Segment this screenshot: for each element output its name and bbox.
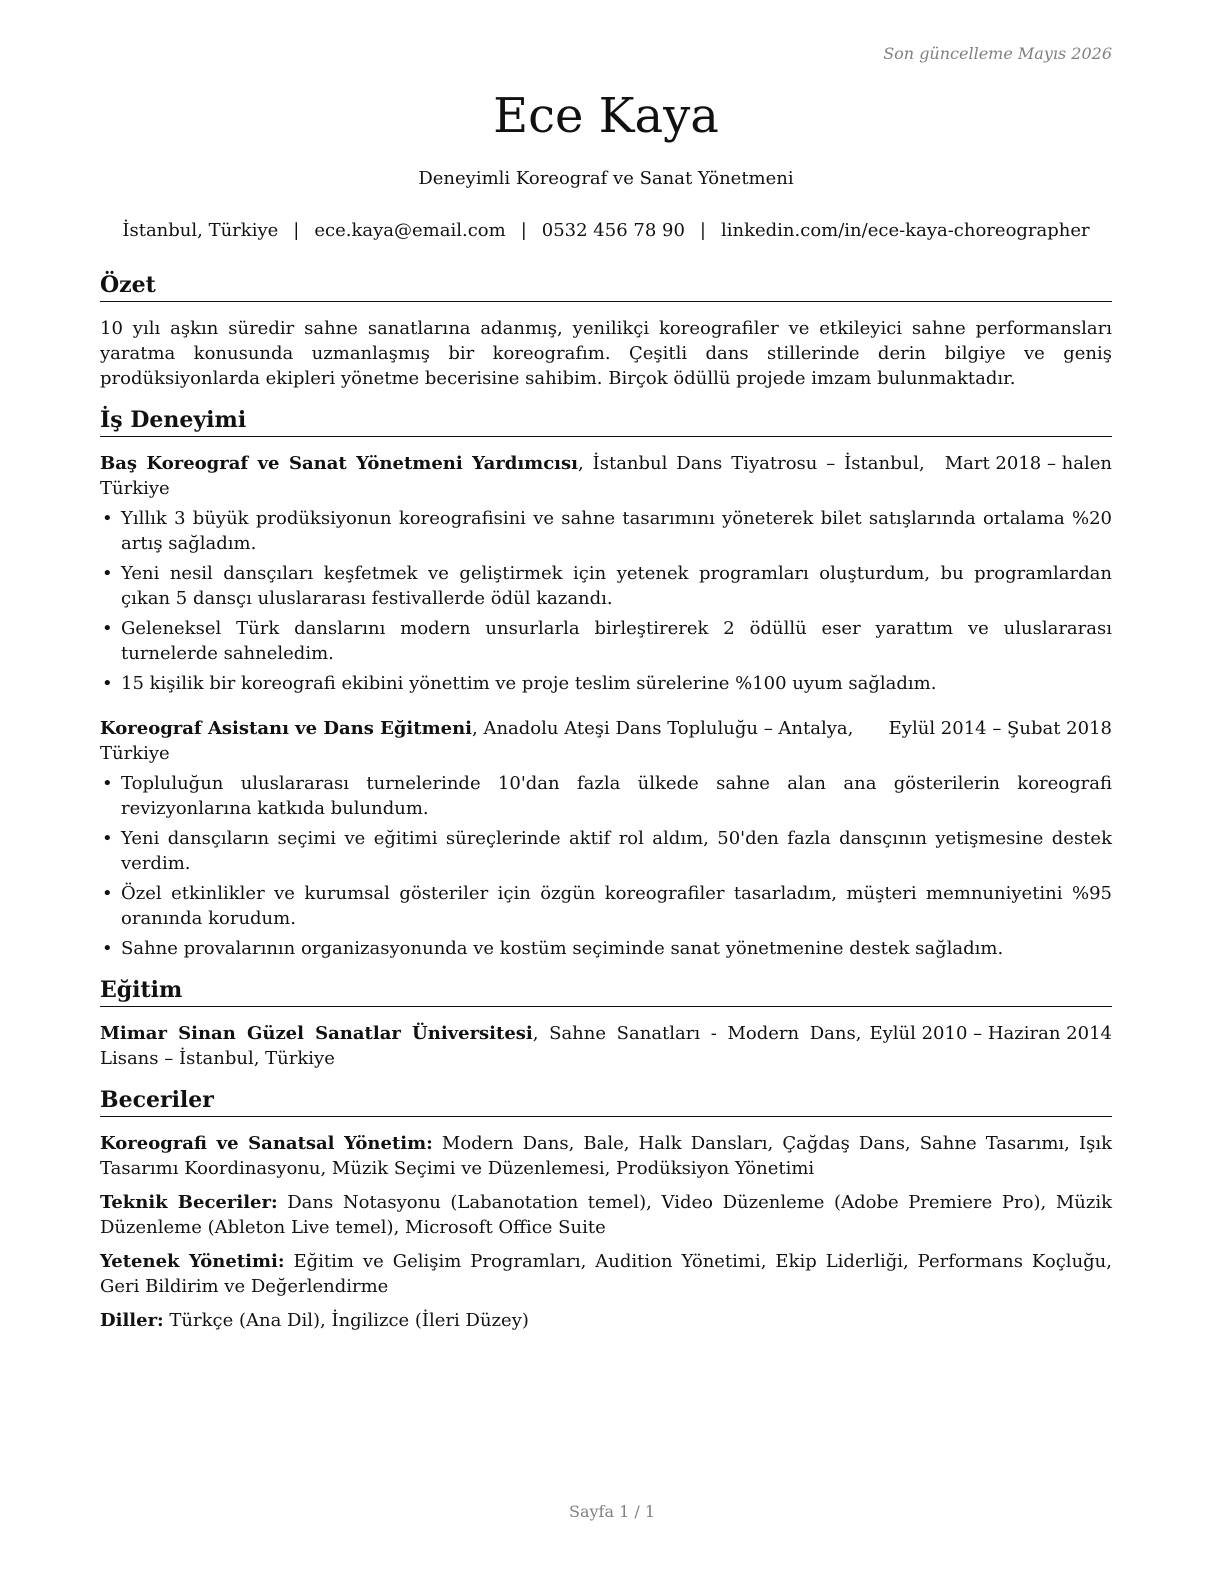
job-organization: , İstanbul Dans Tiyatrosu – İstanbul, Türkiye: [100, 453, 925, 499]
contact-line: [100, 220, 1112, 241]
contact-separator: |: [293, 220, 300, 241]
skill-row: [100, 1249, 1112, 1299]
job-bullet: [100, 616, 1112, 666]
education-dates: Eylül 2010 – Haziran 2014: [869, 1023, 1112, 1044]
skill-label: Koreografi ve Sanatsal Yönetim:: [100, 1133, 433, 1154]
education-details: , Sahne Sanatları - Modern Dans, Lisans – İstanbul, Türkiye: [100, 1023, 862, 1069]
contact-linkedin[interactable]: linkedin.com/in/ece-kaya-choreographer: [720, 220, 1090, 241]
job-bullet: [100, 936, 1112, 961]
job-bullet: [100, 826, 1112, 876]
bullet-text: Sahne provalarının organizasyonunda ve kostüm seçiminde sanat yönetmenine destek sağladım.: [121, 938, 1004, 959]
contact-separator: |: [520, 220, 527, 241]
bullet-text: Geleneksel Türk danslarını modern unsurlarla birleştirerek 2 ödüllü eser yarattım ve uluslararası turnelerde sahneledim.: [121, 618, 1112, 664]
skill-row: [100, 1131, 1112, 1181]
experience-heading: İş Deneyimi: [100, 405, 1112, 437]
contact-separator: |: [699, 220, 706, 241]
bullet-icon: •: [102, 563, 113, 584]
summary-text: 10 yılı aşkın süredir sahne sanatlarına adanmış, yenilikçi koreografiler ve etkileyici sahne performansları yaratma konusunda uzmanlaşmış bir koreografım. Çeşitli dans stillerinde derin bilgiye ve geniş prodüksiyonlarda ekipleri yönetme becerisine sahibim. Birçok ödüllü projede imzam bulunmaktadır.: [100, 318, 1112, 389]
page-footer: Sayfa 1 / 1: [568, 1502, 655, 1521]
job-bullet: [100, 506, 1112, 556]
skill-row: [100, 1190, 1112, 1240]
job-title: Baş Koreograf ve Sanat Yönetmeni Yardımcısı: [100, 453, 578, 474]
candidate-subtitle: Deneyimli Koreograf ve Sanat Yönetmeni: [418, 168, 794, 189]
bullet-icon: •: [102, 938, 113, 959]
bullet-text: 15 kişilik bir koreografi ekibini yönettim ve proje teslim sürelerine %100 uyum sağladım.: [121, 673, 937, 694]
resume-content: [100, 270, 1112, 1341]
education-heading: Eğitim: [100, 975, 1112, 1007]
education-section: [100, 975, 1112, 1071]
last-updated: Son güncelleme Mayıs 2026: [883, 44, 1112, 63]
skill-value: Eğitim ve Gelişim Programları, Audition Yönetimi, Ekip Liderliği, Performans Koçluğu, Geri Bildirim ve Değerlendirme: [100, 1251, 1112, 1297]
candidate-name: Ece Kaya: [493, 88, 719, 144]
job-entry: [100, 716, 1112, 961]
bullet-text: Özel etkinlikler ve kurumsal gösteriler için özgün koreografiler tasarladım, müşteri memnuniyetini %95 oranında korudum.: [121, 883, 1112, 929]
education-entry: [100, 1021, 1112, 1071]
job-header: [100, 451, 1112, 501]
bullet-text: Topluluğun uluslararası turnelerinde 10'dan fazla ülkede sahne alan ana gösterilerin koreografi revizyonlarına katkıda bulundum.: [121, 773, 1112, 819]
job-header: [100, 716, 1112, 766]
bullet-text: Yeni nesil dansçıları keşfetmek ve geliştirmek için yetenek programları oluşturdum, bu programlardan çıkan 5 dansçı uluslararası festivallerde ödül kazandı.: [121, 563, 1112, 609]
bullet-icon: •: [102, 883, 113, 904]
contact-email[interactable]: ece.kaya@email.com: [314, 220, 506, 241]
bullet-text: Yeni dansçıların seçimi ve eğitimi süreçlerinde aktif rol aldım, 50'den fazla dansçının yetişmesine destek verdim.: [121, 828, 1112, 874]
skill-value: Modern Dans, Bale, Halk Dansları, Çağdaş Dans, Sahne Tasarımı, Işık Tasarımı Koordinasyonu, Müzik Seçimi ve Düzenlemesi, Prodüksiyon Yönetimi: [100, 1133, 1112, 1179]
job-bullets: [100, 506, 1112, 696]
experience-section: [100, 405, 1112, 961]
skill-label: Teknik Beceriler:: [100, 1192, 278, 1213]
job-dates: Mart 2018 – halen: [944, 453, 1112, 474]
contact-phone[interactable]: 0532 456 78 90: [541, 220, 685, 241]
skill-value: Dans Notasyonu (Labanotation temel), Video Düzenleme (Adobe Premiere Pro), Müzik Düzenleme (Ableton Live temel), Microsoft Office Suite: [100, 1192, 1112, 1238]
skills-heading: Beceriler: [100, 1085, 1112, 1117]
skill-row: [100, 1308, 1112, 1333]
contact-location: İstanbul, Türkiye: [122, 220, 279, 241]
bullet-icon: •: [102, 508, 113, 529]
skill-label: Yetenek Yönetimi:: [100, 1251, 285, 1272]
summary-heading: Özet: [100, 270, 1112, 302]
bullet-icon: •: [102, 773, 113, 794]
job-bullet: [100, 881, 1112, 931]
job-dates: Eylül 2014 – Şubat 2018: [888, 718, 1112, 739]
bullet-text: Yıllık 3 büyük prodüksiyonun koreografisini ve sahne tasarımını yöneterek bilet satışlarında ortalama %20 artış sağladım.: [121, 508, 1112, 554]
job-bullets: [100, 771, 1112, 961]
job-bullet: [100, 561, 1112, 611]
job-organization: , Anadolu Ateşi Dans Topluluğu – Antalya, Türkiye: [100, 718, 854, 764]
job-bullet: [100, 771, 1112, 821]
bullet-icon: •: [102, 828, 113, 849]
skill-label: Diller:: [100, 1310, 164, 1331]
job-title: Koreograf Asistanı ve Dans Eğitmeni: [100, 718, 472, 739]
skill-value: Türkçe (Ana Dil), İngilizce (İleri Düzey): [163, 1310, 529, 1331]
education-school: Mimar Sinan Güzel Sanatlar Üniversitesi: [100, 1023, 533, 1044]
job-entry: [100, 451, 1112, 696]
bullet-icon: •: [102, 673, 113, 694]
job-bullet: [100, 671, 1112, 696]
bullet-icon: •: [102, 618, 113, 639]
summary-section: [100, 270, 1112, 391]
skills-section: [100, 1085, 1112, 1333]
